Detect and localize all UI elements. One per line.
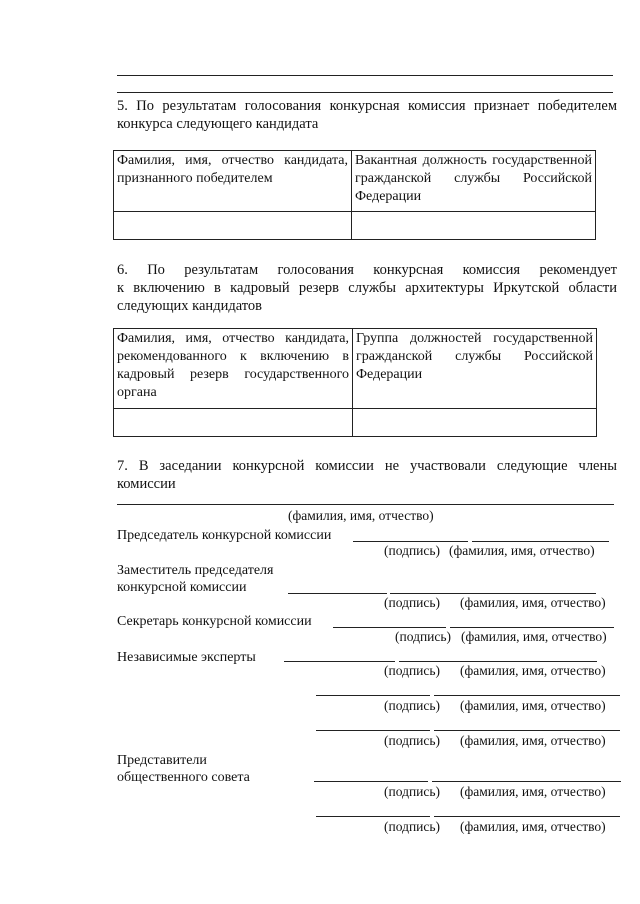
reserve-table — [113, 328, 597, 437]
expert2-sign-caption: (подпись) — [384, 698, 441, 713]
absent-members-line[interactable] — [117, 504, 614, 505]
winner-table — [113, 150, 596, 240]
chairman-name-line[interactable] — [472, 541, 609, 542]
secretary-signature-line[interactable] — [333, 627, 446, 628]
expert1-signature-line[interactable] — [284, 661, 395, 662]
expert2-signature-line[interactable] — [316, 695, 430, 696]
expert3-sign-caption: (подпись) — [384, 733, 441, 748]
section7-paragraph — [117, 457, 617, 493]
section6-paragraph — [117, 261, 617, 315]
reserve-table-header-group: Группа должностей государственной гражданской службы Российской Федерации — [353, 329, 597, 409]
section6-line1: 6. По результатам голосования конкурсная комиссия рекомендует — [117, 262, 617, 278]
deputy-sign-caption: (подпись) — [384, 595, 441, 610]
deputy-label-line2: конкурсной комиссии — [117, 580, 247, 595]
section6-line2: к включению в кадровый резерв службы архитектуры Иркутской области — [117, 280, 617, 296]
secretary-fio-caption: (фамилия, имя, отчество) — [461, 629, 607, 644]
winner-table-header-position: Вакантная должность государственной гражданской службы Российской Федерации — [352, 151, 596, 212]
deputy-signature-line[interactable] — [288, 593, 387, 594]
deputy-fio-caption: (фамилия, имя, отчество) — [460, 595, 606, 610]
deputy-name-line[interactable] — [390, 593, 596, 594]
secretary-label: Секретарь конкурсной комиссии — [117, 614, 312, 629]
section6-line3: следующих кандидатов — [117, 298, 263, 314]
public-council-label-line2: общественного совета — [117, 770, 250, 785]
winner-table-cell-position[interactable] — [352, 212, 596, 240]
public-council-label-line1: Представители — [117, 753, 207, 768]
expert3-signature-line[interactable] — [316, 730, 430, 731]
public2-sign-caption: (подпись) — [384, 819, 441, 834]
chairman-fio-caption: (фамилия, имя, отчество) — [449, 543, 595, 558]
public2-signature-line[interactable] — [316, 816, 430, 817]
section7-line1: 7. В заседании конкурсной комиссии не участвовали следующие члены — [117, 458, 617, 474]
experts-label: Независимые эксперты — [117, 650, 256, 665]
public1-signature-line[interactable] — [314, 781, 428, 782]
section5-line2: конкурса следующего кандидата — [117, 116, 319, 132]
public1-sign-caption: (подпись) — [384, 784, 441, 799]
section7-line2: комиссии — [117, 476, 176, 492]
absent-members-caption: (фамилия, имя, отчество) — [288, 508, 434, 523]
public1-fio-caption: (фамилия, имя, отчество) — [460, 784, 606, 799]
expert2-fio-caption: (фамилия, имя, отчество) — [460, 698, 606, 713]
secretary-name-line[interactable] — [450, 627, 614, 628]
public1-name-line[interactable] — [432, 781, 621, 782]
section5-paragraph — [117, 97, 617, 133]
expert2-name-line[interactable] — [434, 695, 620, 696]
secretary-sign-caption: (подпись) — [395, 629, 452, 644]
top-rule-2 — [117, 92, 613, 93]
top-rule-1 — [117, 75, 613, 76]
public2-name-line[interactable] — [434, 816, 620, 817]
section5-line1: 5. По результатам голосования конкурсная комиссия признает победителем — [117, 98, 617, 114]
reserve-table-cell-name[interactable] — [114, 409, 353, 437]
deputy-label-line1: Заместитель председателя — [117, 563, 274, 578]
expert1-sign-caption: (подпись) — [384, 663, 441, 678]
reserve-table-header-name: Фамилия, имя, отчество кандидата, рекомендованного к включению в кадровый резерв государственного органа — [114, 329, 353, 409]
expert1-name-line[interactable] — [399, 661, 597, 662]
winner-table-header-name: Фамилия, имя, отчество кандидата, признанного победителем — [114, 151, 352, 212]
reserve-table-cell-group[interactable] — [353, 409, 597, 437]
expert1-fio-caption: (фамилия, имя, отчество) — [460, 663, 606, 678]
chairman-sign-caption: (подпись) — [384, 543, 441, 558]
chairman-signature-line[interactable] — [353, 541, 468, 542]
winner-table-cell-name[interactable] — [114, 212, 352, 240]
expert3-fio-caption: (фамилия, имя, отчество) — [460, 733, 606, 748]
expert3-name-line[interactable] — [434, 730, 620, 731]
public2-fio-caption: (фамилия, имя, отчество) — [460, 819, 606, 834]
chairman-label: Председатель конкурсной комиссии — [117, 528, 332, 543]
